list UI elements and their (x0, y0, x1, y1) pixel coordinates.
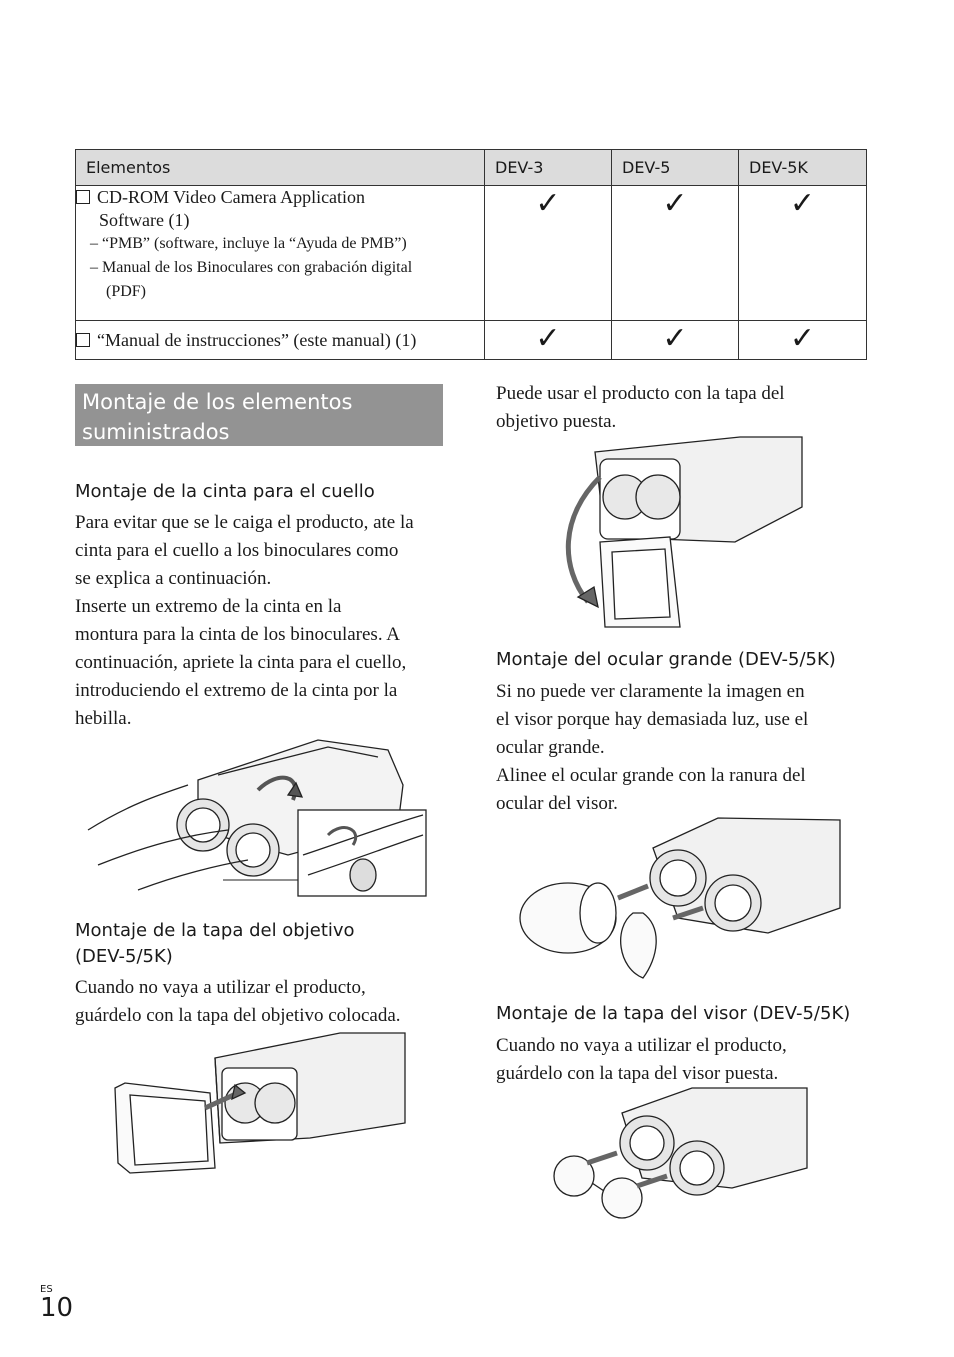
viewfinder-cap-illustration (552, 1088, 810, 1220)
header-dev5: DEV-5 (612, 150, 739, 186)
section-title-line1: Montaje de los elementos (82, 390, 353, 414)
item-cdrom-sub2a: – Manual de los Binoculares con grabación digital (90, 259, 413, 276)
item-cdrom-line1: CD-ROM Video Camera Application (97, 187, 366, 207)
strap-line: Inserte un extremo de la cinta en la (75, 596, 342, 617)
eyecup-line: ocular grande. (496, 737, 605, 758)
strap-line: se explica a continuación. (75, 568, 272, 589)
strap-line: continuación, apriete la cinta para el cuello, (75, 652, 407, 673)
viewfinder-cap-text (496, 1032, 866, 1088)
lens-cap-heading-line1: Montaje de la tapa del objetivo (75, 920, 355, 941)
eyecup-line: Alinee el ocular grande con la ranura del (496, 765, 806, 786)
eyecup-heading: Montaje del ocular grande (DEV-5/5K) (496, 649, 836, 670)
item-cdrom-sub1: – “PMB” (software, incluye la “Ayuda de PMB”) (90, 235, 407, 252)
item-cell-cdrom (76, 186, 485, 321)
section-title-line2: suministrados (82, 420, 230, 444)
item-cdrom-sub2b: (PDF) (106, 283, 147, 300)
strap-heading: Montaje de la cinta para el cuello (75, 481, 375, 502)
eyecup-line: Si no puede ver claramente la imagen en (496, 681, 805, 702)
eyecup-text (496, 678, 866, 818)
lens-cap-text (75, 974, 455, 1030)
cap-use-line: objetivo puesta. (496, 411, 617, 432)
viewfinder-line: guárdelo con la tapa del visor puesta. (496, 1063, 779, 1084)
item-manual-label: “Manual de instrucciones” (este manual) (1) (97, 330, 417, 350)
check-mark: ✓ (612, 186, 739, 321)
lens-cap-illustration (110, 1033, 410, 1183)
header-elementos: Elementos (76, 150, 485, 186)
accessories-table (75, 149, 867, 360)
strap-line: hebilla. (75, 708, 132, 729)
section-title (75, 384, 443, 446)
check-mark: ✓ (485, 186, 612, 321)
cap-use-line: Puede usar el producto con la tapa del (496, 383, 785, 404)
lens-cap-open-illustration (560, 437, 805, 629)
strap-line: montura para la cinta de los binoculares. A (75, 624, 401, 645)
strap-line: introduciendo el extremo de la cinta por la (75, 680, 398, 701)
table-row (76, 186, 867, 321)
page-lang: ES (40, 1284, 53, 1295)
page-number: 10 (40, 1293, 74, 1323)
table-row (76, 321, 867, 360)
check-mark: ✓ (612, 321, 739, 360)
eyecup-line: el visor porque hay demasiada luz, use el (496, 709, 809, 730)
header-dev5k: DEV-5K (739, 150, 867, 186)
viewfinder-line: Cuando no vaya a utilizar el producto, (496, 1035, 787, 1056)
checkbox-icon (76, 333, 90, 347)
lens-cap-heading-line2: (DEV-5/5K) (75, 946, 173, 967)
neck-strap-illustration (88, 735, 428, 900)
viewfinder-cap-heading: Montaje de la tapa del visor (DEV-5/5K) (496, 1003, 851, 1024)
check-mark: ✓ (739, 321, 867, 360)
eyecup-line: ocular del visor. (496, 793, 618, 814)
strap-line: Para evitar que se le caiga el producto, ate la (75, 512, 414, 533)
item-cell-manual (76, 321, 485, 360)
lens-cap-heading (75, 918, 355, 970)
item-cdrom-line2: Software (1) (99, 210, 190, 230)
table-header-row (76, 150, 867, 186)
header-dev3: DEV-3 (485, 150, 612, 186)
cap-use-text (496, 380, 866, 436)
lens-cap-line: Cuando no vaya a utilizar el producto, (75, 977, 366, 998)
check-mark: ✓ (739, 186, 867, 321)
lens-cap-line: guárdelo con la tapa del objetivo colocada. (75, 1005, 401, 1026)
checkbox-icon (76, 190, 90, 204)
check-mark: ✓ (485, 321, 612, 360)
strap-line: cinta para el cuello a los binoculares como (75, 540, 399, 561)
strap-text (75, 509, 455, 733)
large-eyecup-illustration (518, 818, 843, 983)
